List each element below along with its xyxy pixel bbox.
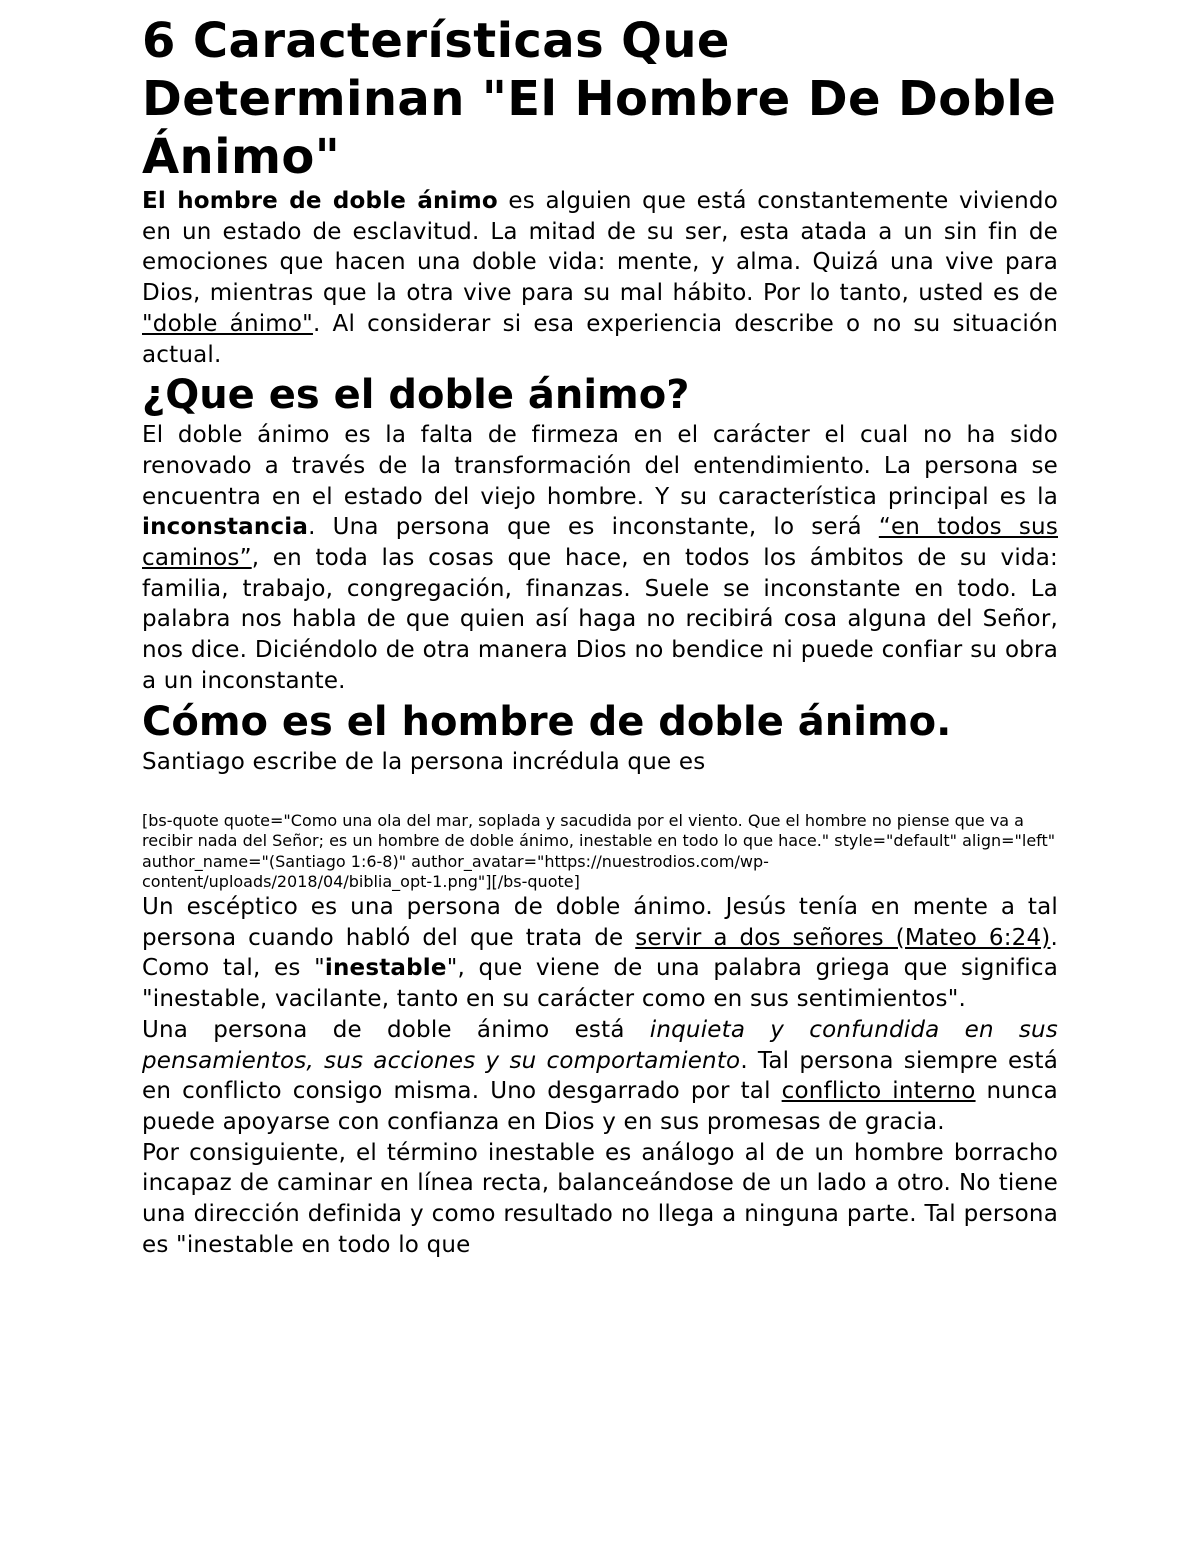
section-heading-que-es: ¿Que es el doble ánimo?: [142, 372, 690, 419]
section1-bold: inconstancia: [142, 514, 309, 541]
p2-text-1: Una persona de doble ánimo está: [142, 1016, 650, 1043]
santiago-subtitle: Santiago escribe de la persona incrédula que es: [142, 748, 706, 775]
todos-sus-caminos-link[interactable]: “en todos sus caminos”: [142, 514, 1058, 572]
p2-text-3: nunca puede apoyarse con confianza en Dios y en sus promesas de gracia.: [142, 1078, 1058, 1135]
document-page: [142, 0, 1058, 1261]
consiguiente-paragraph: Por consiguiente, el término inestable es análogo al de un hombre borracho incapaz de caminar en línea recta, balanceándose de un lado a otro. No tiene una dirección definida y como resultado no llega a ninguna parte. Tal persona es "inestable en todo lo que: [142, 1139, 1058, 1258]
p2-text-2: . Tal persona siempre está en conflicto consigo misma. Uno desgarrado por tal: [142, 1047, 1058, 1105]
section1-text-3: , en toda las cosas que hace, en todos los ámbitos de su vida: familia, trabajo, congregación, finanzas. Suele se inconstante en todo. La palabra nos habla de que quien así haga no recibirá cosa alguna del Señor, nos dice. Diciéndolo de otra manera Dios no bendice ni puede confiar su obra a un inconstante.: [142, 545, 1058, 694]
doble-animo-link[interactable]: "doble ánimo": [142, 310, 313, 337]
page-title: 6 Características Que Determinan "El Hombre De Doble Ánimo": [142, 13, 1057, 185]
intro-text-2: . Al considerar si esa experiencia describe o no su situación actual.: [142, 310, 1058, 368]
intro-text-1: es alguien que está constantemente viviendo en un estado de esclavitud. La mitad de su ser, esta atada a un sin fin de emociones que hacen una doble vida: mente, y alma. Quizá una vive para Dios, mientras que la otra vive para su mal hábito. Por lo tanto, usted es de: [142, 188, 1058, 307]
section1-paragraph: [142, 420, 1058, 696]
servir-dos-senores-link[interactable]: servir a dos señores (Mateo 6:24): [635, 924, 1051, 951]
section1-text-2: . Una persona que es inconstante, lo será: [308, 514, 879, 541]
p1-text-2: . Como tal, es ": [142, 924, 1059, 982]
conflicto-interno-link[interactable]: conflicto interno: [781, 1078, 976, 1105]
p1-bold: inestable: [324, 955, 447, 982]
inquieta-paragraph: [142, 1015, 1058, 1138]
section-heading-como-es: Cómo es el hombre de doble ánimo.: [142, 698, 952, 745]
p1-text-1: Un escéptico es una persona de doble ánimo. Jesús tenía en mente a tal persona cuando habló del que trata de: [142, 894, 1058, 951]
p2-italic: inquieta y confundida en sus pensamientos, sus acciones y su comportamiento: [142, 1016, 1058, 1074]
p1-text-3: ", que viene de una palabra griega que significa "inestable, vacilante, tanto en su carácter como en sus sentimientos".: [142, 955, 1058, 1013]
bs-quote-shortcode: [bs-quote quote="Como una ola del mar, soplada y sacudida por el viento. Que el hombre no piense que va a recibir nada del Señor; es un hombre de doble ánimo, inestable en todo lo que hace." style="default" align="left" author_name="(Santiago 1:6-8)" author_avatar="https://nuestrodios.com/wp-content/uploads/2018/04/biblia_opt-1.png"][/bs-quote]: [142, 811, 1056, 891]
intro-bold-lead: El hombre de doble ánimo: [142, 188, 498, 214]
escéptico-paragraph: [142, 892, 1058, 1015]
intro-paragraph: [142, 186, 1058, 370]
section1-text-1: El doble ánimo es la falta de firmeza en el carácter el cual no ha sido renovado a través de la transformación del entendimiento. La persona se encuentra en el estado del viejo hombre. Y su característica principal es la: [142, 422, 1058, 510]
